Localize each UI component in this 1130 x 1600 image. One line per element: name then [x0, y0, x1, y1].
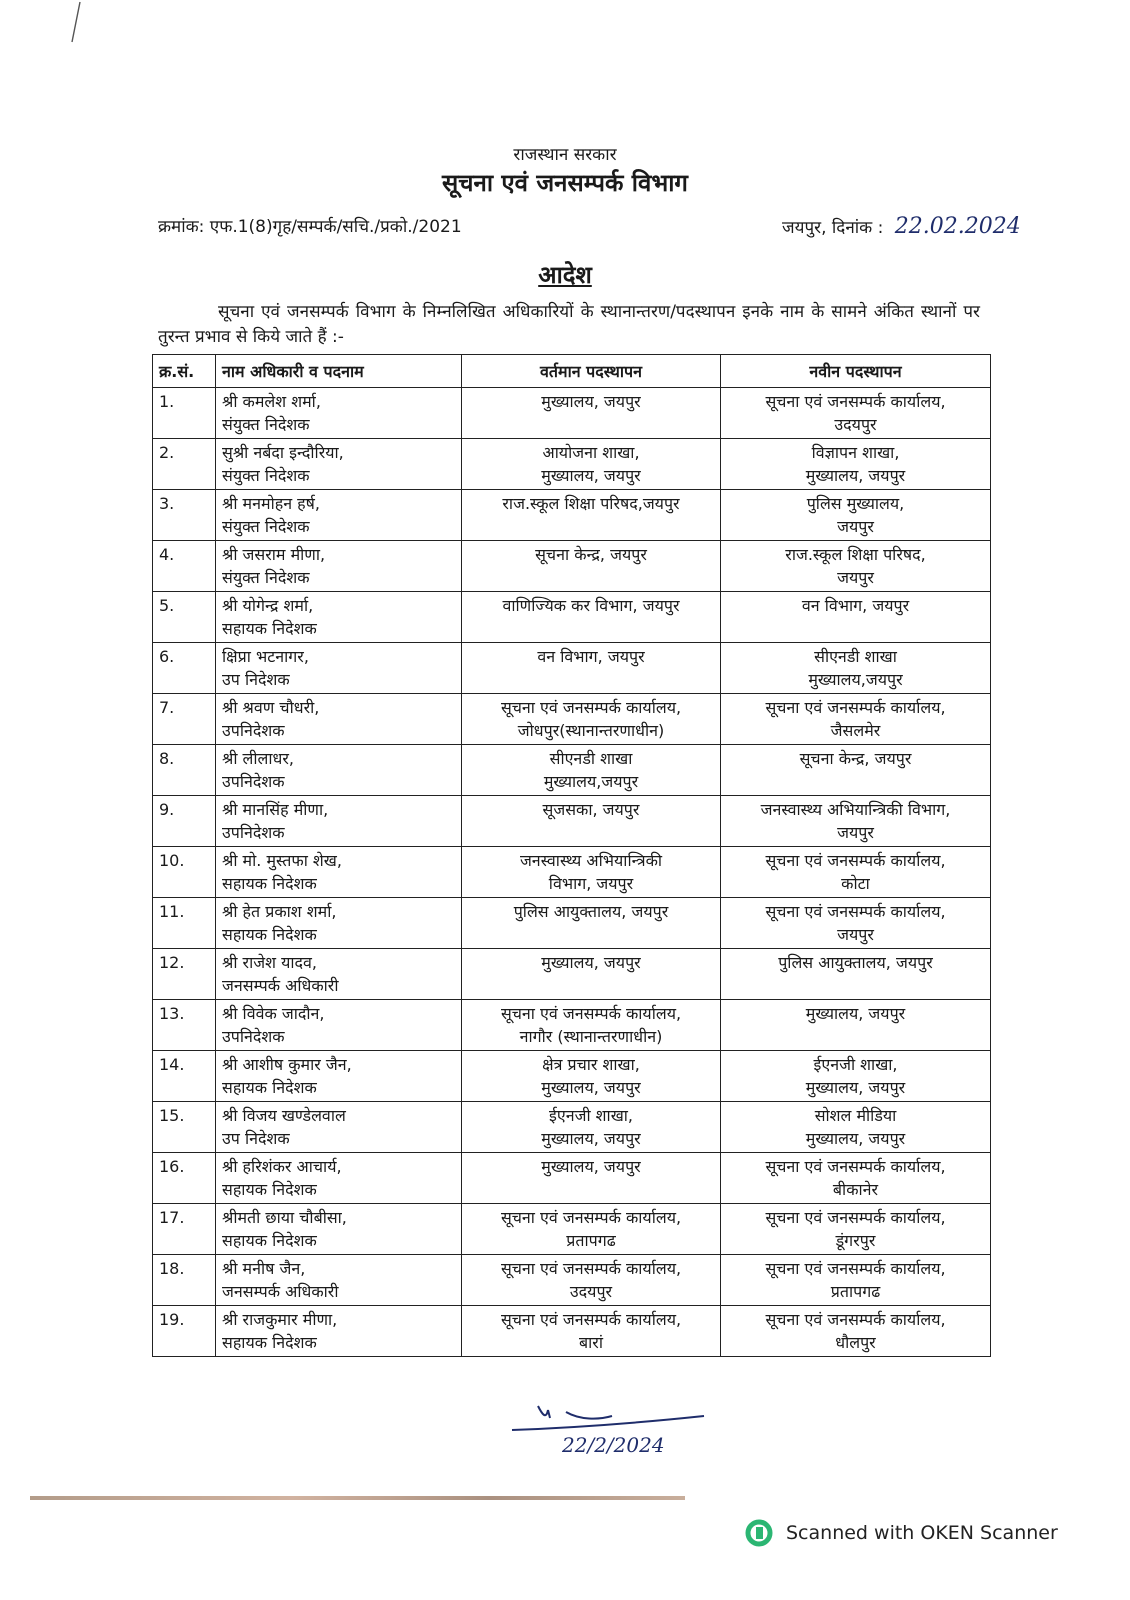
table-row: [153, 1153, 991, 1204]
new-posting-line: धौलपुर: [835, 1333, 876, 1352]
new-posting-cell: [721, 1051, 991, 1102]
new-posting-line: पुलिस मुख्यालय,: [806, 494, 905, 513]
officer-name-designation-line: संयुक्त निदेशक: [222, 415, 310, 434]
table-row: [153, 643, 991, 694]
new-posting-line: मुख्यालय, जयपुर: [805, 466, 906, 485]
row-sno: 11.: [153, 898, 216, 949]
row-sno: 2.: [153, 439, 216, 490]
new-posting-line: मुख्यालय, जयपुर: [805, 1078, 906, 1097]
header-sno: क्र.सं.: [153, 355, 216, 388]
scanner-watermark: [744, 1516, 1058, 1550]
current-posting-cell: [462, 1255, 721, 1306]
new-posting-cell: [721, 1306, 991, 1357]
officer-name-designation-cell: [216, 643, 462, 694]
row-sno: 5.: [153, 592, 216, 643]
row-sno: 10.: [153, 847, 216, 898]
officer-name-designation-line: उपनिदेशक: [222, 772, 285, 791]
officer-name-designation-line: संयुक्त निदेशक: [222, 568, 310, 587]
current-posting-line: मुख्यालय, जयपुर: [541, 1129, 641, 1148]
order-title-text: आदेश: [538, 261, 592, 289]
row-sno: 9.: [153, 796, 216, 847]
current-posting-line: मुख्यालय, जयपुर: [541, 466, 641, 485]
table-row: [153, 1051, 991, 1102]
officer-name-designation-line: श्री राजेश यादव,: [222, 953, 317, 972]
new-posting-line: सूचना एवं जनसम्पर्क कार्यालय,: [765, 392, 946, 411]
current-posting-line: मुख्यालय,जयपुर: [543, 772, 639, 791]
row-sno: 17.: [153, 1204, 216, 1255]
signature-date: 22/2/2024: [562, 1433, 665, 1457]
new-posting-cell: [721, 1255, 991, 1306]
new-posting-line: ईएनजी शाखा,: [813, 1055, 898, 1074]
officer-name-designation-cell: [216, 1051, 462, 1102]
current-posting-line: सूचना एवं जनसम्पर्क कार्यालय,: [500, 698, 682, 717]
table-row: [153, 1204, 991, 1255]
officer-name-designation-line: संयुक्त निदेशक: [222, 466, 310, 485]
current-posting-line: विभाग, जयपुर: [548, 874, 634, 893]
current-posting-line: पुलिस आयुक्तालय, जयपुर: [513, 902, 669, 921]
new-posting-line: सूचना एवं जनसम्पर्क कार्यालय,: [765, 1310, 946, 1329]
officer-name-designation-line: श्री श्रवण चौधरी,: [222, 698, 320, 717]
current-posting-line: वन विभाग, जयपुर: [537, 647, 645, 666]
current-posting-cell: [462, 847, 721, 898]
row-sno: 18.: [153, 1255, 216, 1306]
header-new-posting: नवीन पदस्थापन: [721, 355, 991, 388]
row-sno: 4.: [153, 541, 216, 592]
current-posting-line: सूचना एवं जनसम्पर्क कार्यालय,: [500, 1208, 682, 1227]
pen-stroke-mark: [66, 0, 86, 44]
officer-name-designation-line: उपनिदेशक: [222, 823, 285, 842]
current-posting-cell: [462, 1102, 721, 1153]
row-sno: 6.: [153, 643, 216, 694]
officer-name-designation-cell: [216, 490, 462, 541]
table-row: [153, 1306, 991, 1357]
row-sno: 15.: [153, 1102, 216, 1153]
new-posting-line: जयपुर: [837, 925, 874, 944]
table-row: [153, 1255, 991, 1306]
officer-name-designation-line: संयुक्त निदेशक: [222, 517, 310, 536]
officer-name-designation-line: श्री राजकुमार मीणा,: [222, 1310, 338, 1329]
current-posting-line: वाणिज्यिक कर विभाग, जयपुर: [502, 596, 680, 615]
officer-name-designation-line: सहायक निदेशक: [222, 1078, 317, 1097]
new-posting-line: प्रतापगढ: [830, 1282, 881, 1301]
officer-name-designation-line: श्री हेत प्रकाश शर्मा,: [222, 902, 337, 921]
new-posting-cell: [721, 592, 991, 643]
officer-name-designation-line: क्षिप्रा भटनागर,: [222, 647, 309, 666]
officer-name-designation-line: श्री विवेक जादौन,: [222, 1004, 325, 1023]
current-posting-cell: [462, 490, 721, 541]
row-sno: 7.: [153, 694, 216, 745]
table-row: [153, 847, 991, 898]
new-posting-line: सीएनडी शाखा: [814, 647, 897, 666]
officer-name-designation-cell: [216, 439, 462, 490]
current-posting-line: मुख्यालय, जयपुर: [541, 1157, 641, 1176]
officer-name-designation-line: सहायक निदेशक: [222, 1231, 317, 1250]
current-posting-line: राज.स्कूल शिक्षा परिषद,जयपुर: [502, 494, 680, 513]
new-posting-line: डूंगरपुर: [835, 1231, 876, 1250]
officer-name-designation-cell: [216, 949, 462, 1000]
officer-name-designation-line: सहायक निदेशक: [222, 1180, 317, 1199]
officer-name-designation-line: सुश्री नर्बदा इन्दौरिया,: [222, 443, 344, 462]
new-posting-cell: [721, 898, 991, 949]
current-posting-line: ईएनजी शाखा,: [548, 1106, 634, 1125]
current-posting-line: मुख्यालय, जयपुर: [541, 1078, 641, 1097]
table-row: [153, 745, 991, 796]
new-posting-line: सूचना एवं जनसम्पर्क कार्यालय,: [765, 851, 946, 870]
current-posting-line: उदयपुर: [569, 1282, 613, 1301]
current-posting-line: जनस्वास्थ्य अभियान्त्रिकी: [519, 851, 663, 870]
current-posting-cell: [462, 1204, 721, 1255]
new-posting-cell: [721, 1102, 991, 1153]
new-posting-line: सूचना एवं जनसम्पर्क कार्यालय,: [765, 1259, 946, 1278]
new-posting-line: सूचना एवं जनसम्पर्क कार्यालय,: [765, 902, 946, 921]
current-posting-line: सूचना एवं जनसम्पर्क कार्यालय,: [500, 1310, 682, 1329]
header-current-posting: वर्तमान पदस्थापन: [462, 355, 721, 388]
new-posting-cell: [721, 694, 991, 745]
new-posting-cell: [721, 388, 991, 439]
officer-name-designation-line: श्री आशीष कुमार जैन,: [222, 1055, 352, 1074]
current-posting-cell: [462, 388, 721, 439]
current-posting-line: सूचना एवं जनसम्पर्क कार्यालय,: [500, 1259, 682, 1278]
table-row: [153, 541, 991, 592]
table-header-row: [153, 355, 991, 388]
officer-name-designation-line: उपनिदेशक: [222, 1027, 285, 1046]
new-posting-line: बीकानेर: [832, 1180, 879, 1199]
officer-name-designation-cell: [216, 1255, 462, 1306]
government-name: राजस्थान सरकार: [513, 145, 617, 165]
table-body: [153, 388, 991, 1357]
new-posting-cell: [721, 847, 991, 898]
new-posting-cell: [721, 796, 991, 847]
current-posting-line: सूजसका, जयपुर: [542, 800, 640, 819]
officer-name-designation-line: श्रीमती छाया चौबीसा,: [222, 1208, 347, 1227]
officer-name-designation-line: श्री मनमोहन हर्ष,: [222, 494, 321, 513]
current-posting-line: जोधपुर(स्थानान्तरणाधीन): [517, 721, 665, 740]
new-posting-cell: [721, 490, 991, 541]
transfer-table: [152, 354, 991, 1357]
row-sno: 16.: [153, 1153, 216, 1204]
officer-name-designation-cell: [216, 1306, 462, 1357]
new-posting-cell: [721, 1153, 991, 1204]
oken-scanner-logo-icon: [744, 1518, 774, 1548]
officer-name-designation-cell: [216, 1153, 462, 1204]
new-posting-line: जैसलमेर: [830, 721, 881, 740]
officer-name-designation-line: सहायक निदेशक: [222, 874, 317, 893]
officer-name-designation-cell: [216, 796, 462, 847]
current-posting-cell: [462, 898, 721, 949]
current-posting-line: आयोजना शाखा,: [542, 443, 640, 462]
new-posting-line: पुलिस आयुक्तालय, जयपुर: [778, 953, 933, 972]
new-posting-cell: [721, 1000, 991, 1051]
officer-name-designation-line: श्री जसराम मीणा,: [222, 545, 326, 564]
new-posting-line: सूचना एवं जनसम्पर्क कार्यालय,: [765, 1157, 946, 1176]
new-posting-cell: [721, 745, 991, 796]
new-posting-cell: [721, 541, 991, 592]
new-posting-line: वन विभाग, जयपुर: [801, 596, 910, 615]
table-row: [153, 439, 991, 490]
new-posting-line: जयपुर: [837, 823, 874, 842]
row-sno: 19.: [153, 1306, 216, 1357]
date-label: जयपुर, दिनांक :: [782, 218, 884, 238]
current-posting-cell: [462, 1051, 721, 1102]
table-row: [153, 898, 991, 949]
new-posting-cell: [721, 439, 991, 490]
table-row: [153, 592, 991, 643]
current-posting-line: प्रतापगढ: [566, 1231, 616, 1250]
officer-name-designation-line: श्री हरिशंकर आचार्य,: [222, 1157, 342, 1176]
new-posting-line: राज.स्कूल शिक्षा परिषद,: [785, 545, 926, 564]
table-row: [153, 796, 991, 847]
department-name: सूचना एवं जनसम्पर्क विभाग: [442, 169, 688, 197]
table-row: [153, 1000, 991, 1051]
officer-name-designation-line: श्री लीलाधर,: [222, 749, 295, 768]
row-sno: 13.: [153, 1000, 216, 1051]
new-posting-line: मुख्यालय,जयपुर: [808, 670, 903, 689]
current-posting-line: बारां: [579, 1333, 603, 1352]
scanner-watermark-text: Scanned with OKEN Scanner: [786, 1522, 1058, 1544]
officer-name-designation-cell: [216, 694, 462, 745]
current-posting-cell: [462, 745, 721, 796]
new-posting-line: मुख्यालय, जयपुर: [805, 1004, 906, 1023]
current-posting-line: मुख्यालय, जयपुर: [541, 953, 641, 972]
officer-name-designation-cell: [216, 592, 462, 643]
new-posting-line: जयपुर: [837, 568, 874, 587]
officer-name-designation-line: जनसम्पर्क अधिकारी: [222, 976, 339, 995]
header-name: नाम अधिकारी व पदनाम: [216, 355, 462, 388]
current-posting-cell: [462, 1000, 721, 1051]
table-row: [153, 694, 991, 745]
order-title: [0, 258, 1130, 291]
new-posting-line: सूचना एवं जनसम्पर्क कार्यालय,: [765, 698, 946, 717]
officer-name-designation-line: जनसम्पर्क अधिकारी: [222, 1282, 339, 1301]
officer-name-designation-line: श्री कमलेश शर्मा,: [222, 392, 321, 411]
table-row: [153, 388, 991, 439]
officer-name-designation-cell: [216, 898, 462, 949]
officer-name-designation-line: सहायक निदेशक: [222, 925, 317, 944]
current-posting-line: मुख्यालय, जयपुर: [541, 392, 641, 411]
scan-edge-line: [30, 1496, 685, 1500]
current-posting-line: सीएनडी शाखा: [549, 749, 633, 768]
new-posting-cell: [721, 1204, 991, 1255]
row-sno: 14.: [153, 1051, 216, 1102]
officer-name-designation-line: श्री योगेन्द्र शर्मा,: [222, 596, 314, 615]
new-posting-line: विज्ञापन शाखा,: [811, 443, 900, 462]
current-posting-cell: [462, 1153, 721, 1204]
row-sno: 8.: [153, 745, 216, 796]
new-posting-line: जनस्वास्थ्य अभियान्त्रिकी विभाग,: [760, 800, 951, 819]
current-posting-line: सूचना एवं जनसम्पर्क कार्यालय,: [500, 1004, 682, 1023]
current-posting-cell: [462, 592, 721, 643]
officer-name-designation-line: सहायक निदेशक: [222, 1333, 317, 1352]
officer-name-designation-line: श्री मो. मुस्तफा शेख,: [222, 851, 342, 870]
officer-name-designation-cell: [216, 1000, 462, 1051]
new-posting-cell: [721, 643, 991, 694]
officer-name-designation-line: उप निदेशक: [222, 1129, 290, 1148]
current-posting-cell: [462, 643, 721, 694]
signature: [508, 1398, 718, 1460]
current-posting-line: क्षेत्र प्रचार शाखा,: [542, 1055, 640, 1074]
officer-name-designation-line: सहायक निदेशक: [222, 619, 317, 638]
new-posting-cell: [721, 949, 991, 1000]
officer-name-designation-cell: [216, 388, 462, 439]
officer-name-designation-line: श्री मानसिंह मीणा,: [222, 800, 329, 819]
officer-name-designation-line: उप निदेशक: [222, 670, 290, 689]
officer-name-designation-line: श्री मनीष जैन,: [222, 1259, 306, 1278]
table-row: [153, 490, 991, 541]
new-posting-line: मुख्यालय, जयपुर: [805, 1129, 906, 1148]
current-posting-cell: [462, 541, 721, 592]
current-posting-line: सूचना केन्द्र, जयपुर: [535, 545, 647, 564]
officer-name-designation-cell: [216, 847, 462, 898]
row-sno: 12.: [153, 949, 216, 1000]
officer-name-designation-cell: [216, 745, 462, 796]
reference-number: क्रमांक: एफ.1(8)गृह/सम्पर्क/सचि./प्रको./2021: [158, 217, 462, 237]
new-posting-line: उदयपुर: [834, 415, 877, 434]
new-posting-line: सूचना एवं जनसम्पर्क कार्यालय,: [765, 1208, 946, 1227]
officer-name-designation-cell: [216, 1204, 462, 1255]
officer-name-designation-line: श्री विजय खण्डेलवाल: [222, 1106, 346, 1125]
new-posting-line: कोटा: [841, 874, 870, 893]
handwritten-date: 22.02.2024: [894, 214, 1021, 239]
officer-name-designation-cell: [216, 541, 462, 592]
current-posting-cell: [462, 796, 721, 847]
officer-name-designation-line: उपनिदेशक: [222, 721, 285, 740]
table-row: [153, 949, 991, 1000]
current-posting-line: नागौर (स्थानान्तरणाधीन): [519, 1027, 663, 1046]
row-sno: 3.: [153, 490, 216, 541]
table-row: [153, 1102, 991, 1153]
new-posting-line: सूचना केन्द्र, जयपुर: [799, 749, 912, 768]
new-posting-line: सोशल मीडिया: [814, 1106, 897, 1125]
current-posting-cell: [462, 1306, 721, 1357]
current-posting-cell: [462, 694, 721, 745]
new-posting-line: जयपुर: [837, 517, 874, 536]
order-intro: सूचना एवं जनसम्पर्क विभाग के निम्नलिखित अधिकारियों के स्थानान्तरण/पदस्थापन इनके नाम के सामने अंकित स्थानों पर तुरन्त प्रभाव से किये जाते हैं :-: [158, 302, 980, 347]
row-sno: 1.: [153, 388, 216, 439]
current-posting-cell: [462, 949, 721, 1000]
officer-name-designation-cell: [216, 1102, 462, 1153]
date-line: [782, 214, 1021, 239]
current-posting-cell: [462, 439, 721, 490]
